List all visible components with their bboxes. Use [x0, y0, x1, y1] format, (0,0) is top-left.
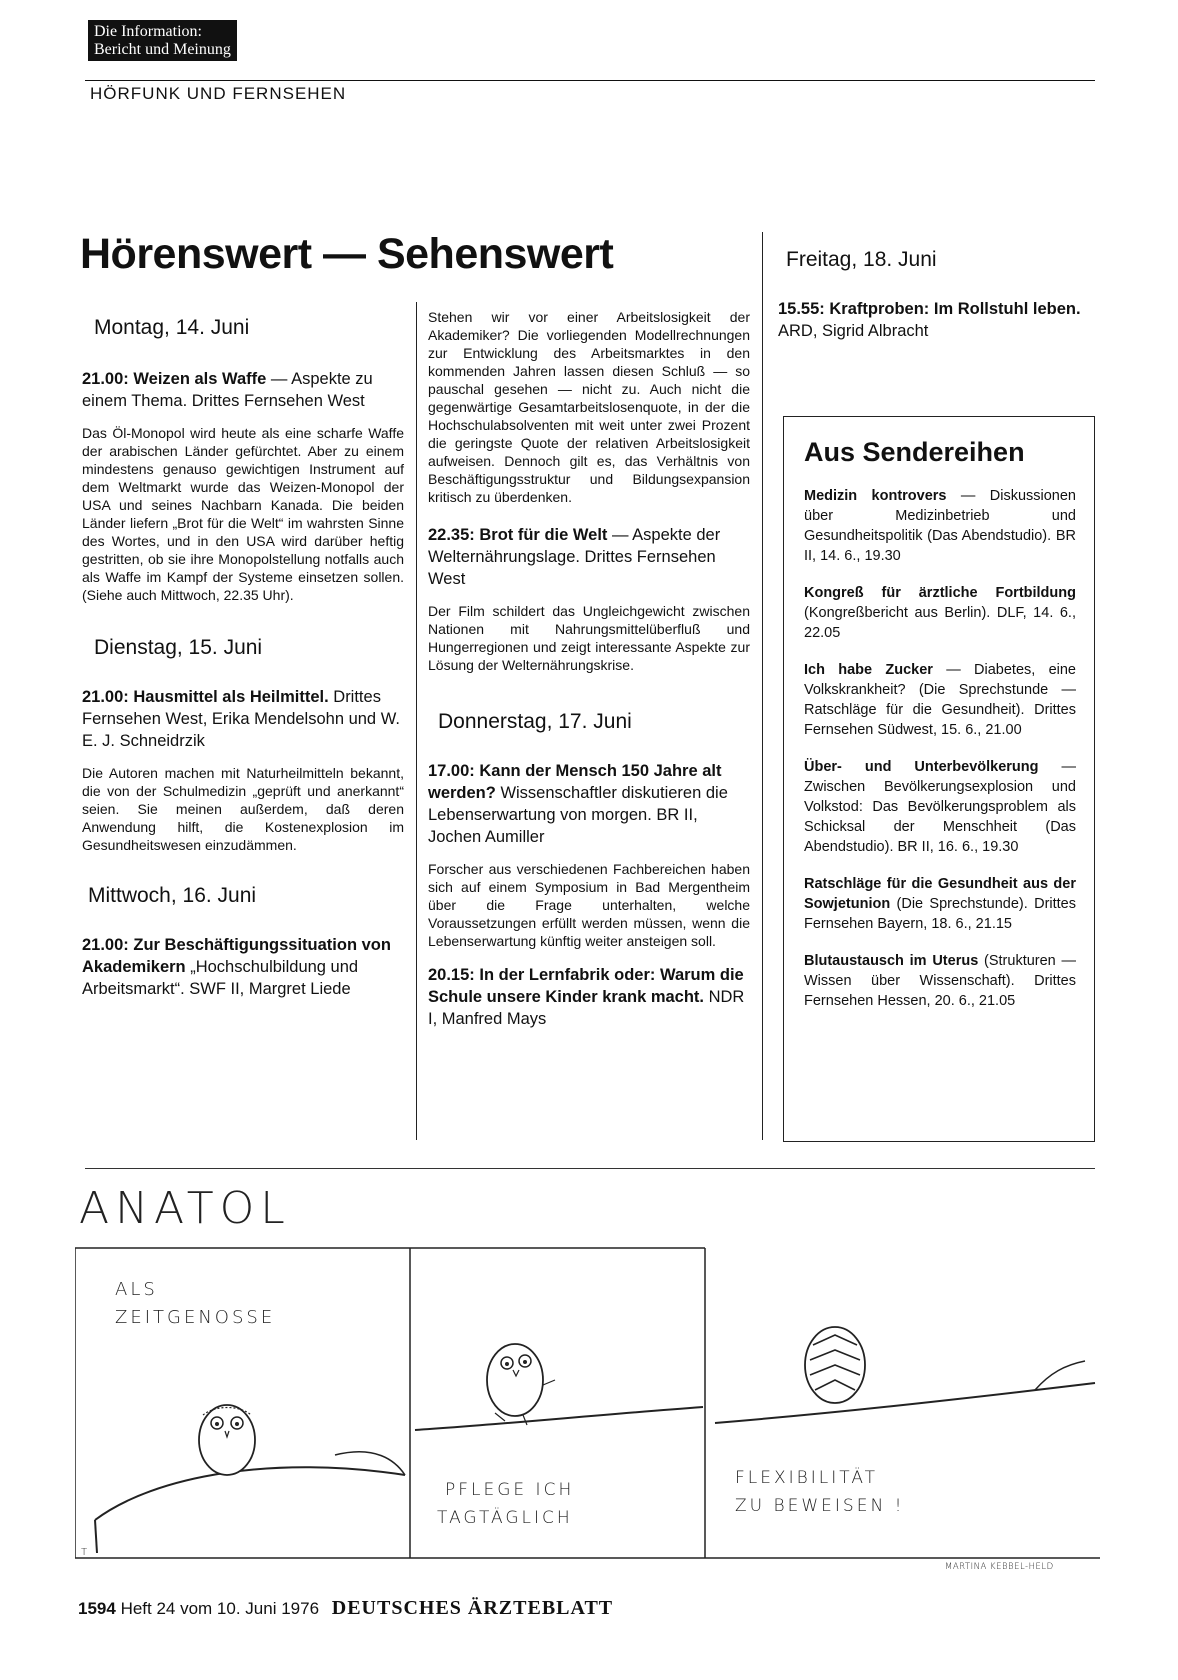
program-description: Das Öl-Monopol wird heute als eine scharfe Waffe der arabischen Länder gefürchtet. Aber zu einem mindestens genauso gewichtigen Instrument auf dem Weltmarkt wurde das Weizen-Monopol der USA und seines Nachbarn Kanada. Die beiden Länder liefern „Brot für die Welt“ im wahrsten Sinne des Wortes, und in den USA wird darüber heftig gestritten, ob sie ihre Monopolstellung notfalls auch als Waffe im Kampf der Systeme einsetzen sollen. (Siehe auch Mittwoch, 22.35 Uhr). [82, 425, 404, 603]
day-heading-thursday: Donnerstag, 17. Juni [438, 710, 632, 733]
comic-panel-1 [81, 1279, 405, 1558]
panel-signature-mark: T [81, 1547, 88, 1558]
panel-2-caption-line-2: TAGTÄGLICH [437, 1508, 573, 1528]
panel-2-caption-line-1: PFLEGE ICH [445, 1480, 575, 1500]
program-entry [82, 686, 404, 752]
program-entry [428, 964, 750, 1030]
program-entry [428, 524, 750, 590]
series-box [783, 416, 1095, 1142]
branch-twig [335, 1452, 405, 1475]
series-item-info: — Diabetes, eine Volkskrankheit? (Die Sprechstunde — Ratschläge für die Gesundheit). Drittes Fernsehen Südwest, 15. 6., 21.00 [804, 662, 1076, 738]
program-info: ARD, Sigrid Albracht [778, 322, 929, 340]
day-heading-friday: Freitag, 18. Juni [786, 248, 937, 271]
issue-info: Heft 24 vom 10. Juni 1976 [120, 1599, 320, 1618]
program-description: Die Autoren machen mit Naturheilmitteln bekannt, die von der Schulmedizin „geprüft und anerkannt“ seien. Sie meinen außerdem, daß deren Anwendung hilft, die Kostenexplosion im Gesundheitswesen einzudämmen. [82, 765, 404, 853]
program-description: Forscher aus verschiedenen Fachbereichen haben sich auf einem Symposium in Bad Mergentheim über die Frage unterhalten, welche Voraussetzungen erfüllt werden müssen, wenn die Lebenserwartung künftig weiter ansteigen soll. [428, 861, 750, 949]
comic-title: ANATOL [79, 1183, 291, 1234]
program-info: NDR I, Manfred Mays [428, 988, 745, 1028]
series-item-info: (Strukturen — Wissen über Wissenschaft). Drittes Fernsehen Hessen, 20. 6., 21.05 [804, 953, 1076, 1009]
branch [95, 1467, 405, 1520]
page-number: 1594 [78, 1599, 116, 1618]
program-title: 21.00: Hausmittel als Heilmittel. [82, 688, 329, 706]
program-title: 21.00: Zur Beschäftigungssituation von Akademikern [82, 936, 391, 976]
program-info: — Aspekte der Welternährungslage. Drittes Fernsehen West [428, 526, 721, 588]
day-heading-tuesday: Dienstag, 15. Juni [94, 636, 263, 659]
anatol-comic-strip [75, 1175, 1105, 1570]
column-2 [428, 308, 750, 1042]
series-item-title: Ich habe Zucker [804, 662, 933, 678]
publication-logo [88, 20, 237, 61]
comic-panel-3 [715, 1327, 1095, 1516]
day-heading-monday: Montag, 14. Juni [94, 316, 250, 339]
column-3 [778, 248, 1098, 354]
series-item-title: Über- und Unterbevölkerung [804, 759, 1039, 775]
series-item-title: Ratschläge für die Gesundheit aus der Sowjetunion [804, 876, 1076, 912]
column-divider-1 [416, 302, 417, 1140]
program-entry [778, 298, 1098, 342]
program-info: — Aspekte zu einem Thema. Drittes Fernsehen West [82, 370, 373, 410]
program-entry [428, 760, 750, 848]
comic-panel-2 [415, 1344, 703, 1528]
owl-anatol-icon [487, 1344, 555, 1425]
day-heading-wednesday: Mittwoch, 16. Juni [88, 884, 257, 907]
branch-stem [95, 1520, 97, 1553]
owl-anatol-icon [199, 1405, 255, 1475]
program-entry [82, 934, 404, 1000]
program-info: Wissenschaftler diskutieren die Lebenserwartung von morgen. BR II, Jochen Aumiller [428, 784, 728, 846]
series-item [804, 486, 1076, 566]
panel-3-caption-line-1: FLEXIBILITÄT [735, 1468, 879, 1488]
section-title: HÖRFUNK UND FERNSEHEN [90, 84, 347, 103]
series-item [804, 583, 1076, 643]
series-item-info: (Kongreßbericht aus Berlin). DLF, 14. 6., 22.05 [804, 605, 1076, 641]
column-divider-2 [762, 232, 763, 1140]
program-title: 20.15: In der Lernfabrik oder: Warum die Schule unsere Kinder krank macht. [428, 966, 744, 1006]
program-info: Drittes Fernsehen West, Erika Mendelsohn und W. E. J. Schneidrzik [82, 688, 400, 750]
series-item-info: (Die Sprechstunde). Drittes Fernsehen Bayern, 18. 6., 21.15 [804, 896, 1076, 932]
series-item-info: — Zwischen Bevölkerungsexplosion und Volkstod: Das Bevölkerungsproblem als Schicksal der Menschheit (Das Abendstudio). BR II, 16. 6., 19.30 [804, 759, 1076, 855]
logo-line-2: Bericht und Meinung [94, 41, 231, 58]
series-item [804, 874, 1076, 934]
page-footer [78, 1597, 613, 1620]
magazine-name: DEUTSCHES ÄRZTEBLATT [331, 1597, 614, 1619]
series-item-info: — Diskussionen über Medizinbetrieb und Gesundheitspolitik (Das Abendstudio). BR II, 14. 6., 19.30 [804, 488, 1077, 564]
panel-3-caption-line-2: ZU BEWEISEN ! [735, 1496, 905, 1516]
series-box-content [804, 437, 1076, 1028]
series-box-title: Aus Sendereihen [804, 437, 1025, 467]
comic-rule [85, 1168, 1095, 1169]
series-item-title: Medizin kontrovers [804, 488, 947, 504]
program-info: „Hochschulbildung und Arbeitsmarkt“. SWF II, Margret Liede [82, 958, 359, 998]
column-1 [82, 316, 404, 1012]
program-title: 22.35: Brot für die Welt [428, 526, 608, 544]
series-item-title: Blutaustausch im Uterus [804, 953, 979, 969]
header-rule [85, 80, 1095, 81]
program-description: Stehen wir vor einer Arbeitslosigkeit der Akademiker? Die vorliegenden Modellrechnungen zur Entwicklung des Arbeitsmarktes in den kommenden Jahren lassen diesen Schluß — so pauschal gesehen — nicht zu. Auch nicht die gegenwärtige Gesamtarbeitslosenquote, in der die Hochschulabsolventen mit weit unter zwei Prozent die geringste Quote der relativen Arbeitslosigkeit aufweisen. Dennoch gilt es, das Verhältnis von Beschäftigungsstruktur und Bildungsexpansion kritisch zu überdenken. [428, 309, 750, 505]
program-entry [82, 368, 404, 412]
branch [415, 1407, 703, 1430]
program-description: Der Film schildert das Ungleichgewicht zwischen Nationen mit Nahrungsmittelüberfluß und Hungerregionen und zeigt interessante Aspekte zur Lösung der Welternährungskrise. [428, 603, 750, 673]
panel-1-caption-line-2: ZEITGENOSSE [115, 1307, 276, 1328]
series-item [804, 757, 1076, 857]
owl-anatol-back-icon [805, 1327, 865, 1403]
series-item [804, 660, 1076, 740]
logo-line-1: Die Information: [94, 23, 202, 40]
series-item [804, 951, 1076, 1011]
program-title: 17.00: Kann der Mensch 150 Jahre alt werden? [428, 762, 722, 802]
artist-signature: MARTINA KEBBEL-HELD [945, 1562, 1054, 1570]
panel-1-caption-line-1: ALS [115, 1279, 158, 1300]
series-item-title: Kongreß für ärztliche Fortbildung [804, 585, 1076, 601]
program-title: 21.00: Weizen als Waffe [82, 370, 267, 388]
branch [715, 1383, 1095, 1423]
program-title: 15.55: Kraftproben: Im Rollstuhl leben. [778, 300, 1081, 318]
page-headline: Hörenswert — Sehenswert [80, 230, 614, 278]
